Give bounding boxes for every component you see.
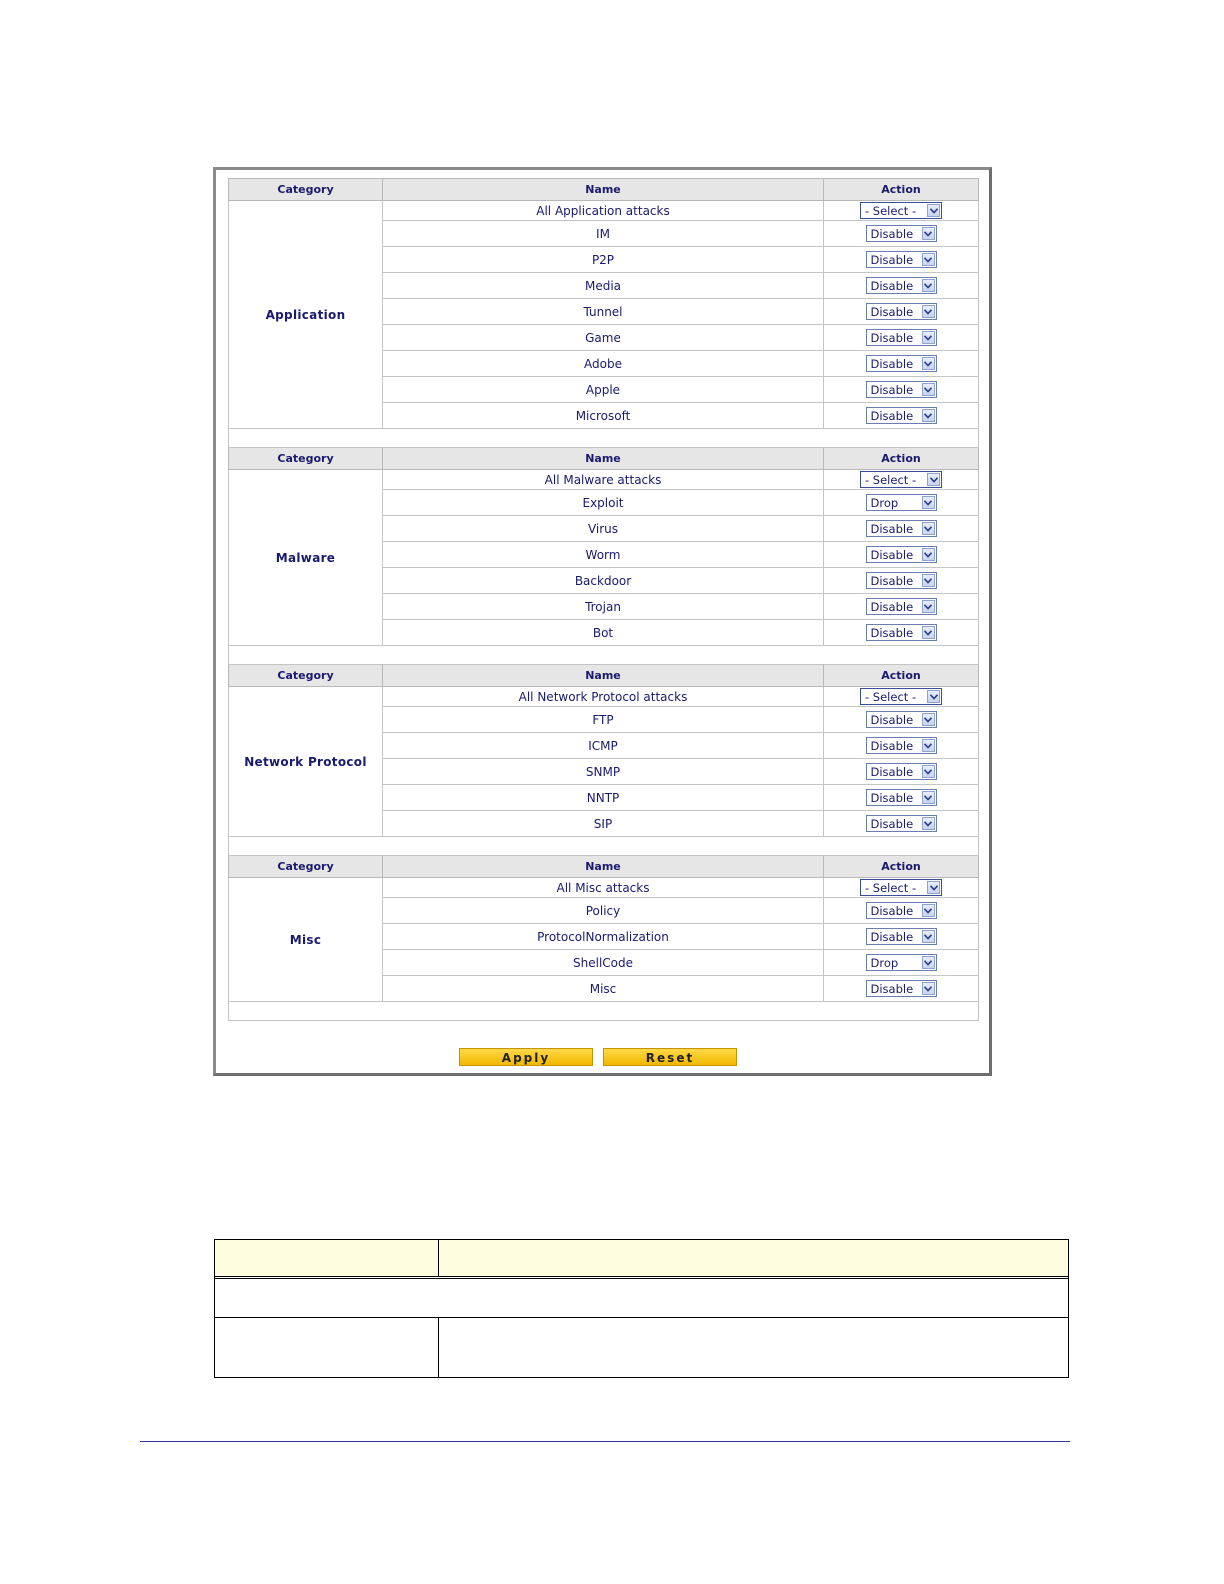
attack-name: Backdoor — [383, 568, 824, 594]
attack-name: Microsoft — [383, 403, 824, 429]
action-select[interactable] — [866, 711, 937, 728]
section-spacer-cell — [229, 837, 979, 856]
action-select-value: - Select - — [865, 472, 917, 487]
action-select[interactable] — [866, 763, 937, 780]
section-spacer — [229, 1002, 979, 1021]
chevron-down-icon[interactable] — [922, 982, 935, 995]
chevron-down-icon[interactable] — [927, 204, 940, 217]
attack-name: SNMP — [383, 759, 824, 785]
attack-name: Tunnel — [383, 299, 824, 325]
attack-name: ProtocolNormalization — [383, 924, 824, 950]
footer-rule — [140, 1441, 1070, 1442]
chevron-down-icon[interactable] — [922, 765, 935, 778]
attack-name: ShellCode — [383, 950, 824, 976]
category-label: Application — [229, 201, 383, 429]
action-select[interactable] — [866, 928, 937, 945]
bulk-action-select[interactable] — [860, 471, 942, 488]
action-select-value: Disable — [870, 625, 914, 640]
bulk-action-select[interactable] — [860, 688, 942, 705]
chevron-down-icon[interactable] — [927, 881, 940, 894]
chevron-down-icon[interactable] — [922, 548, 935, 561]
action-select[interactable] — [866, 277, 937, 294]
chevron-down-icon[interactable] — [922, 574, 935, 587]
column-header-category: Category — [229, 665, 383, 687]
action-select[interactable] — [866, 520, 937, 537]
chevron-down-icon[interactable] — [922, 305, 935, 318]
section-spacer — [229, 429, 979, 448]
attack-name: Bot — [383, 620, 824, 646]
action-select-value: Disable — [870, 382, 914, 397]
chevron-down-icon[interactable] — [922, 713, 935, 726]
column-header-category: Category — [229, 856, 383, 878]
column-header-action: Action — [824, 448, 979, 470]
description-table — [214, 1239, 1069, 1378]
action-select-value: Disable — [870, 547, 914, 562]
description-table-header-right — [439, 1240, 1069, 1277]
action-select[interactable] — [866, 546, 937, 563]
section-spacer — [229, 837, 979, 856]
action-cell — [824, 733, 979, 759]
action-cell — [824, 811, 979, 837]
action-select[interactable] — [866, 572, 937, 589]
table-row — [229, 878, 979, 898]
attack-name: Adobe — [383, 351, 824, 377]
column-header-name: Name — [383, 856, 824, 878]
action-select[interactable] — [866, 251, 937, 268]
action-select[interactable] — [866, 381, 937, 398]
section-spacer-cell — [229, 429, 979, 448]
column-header-action: Action — [824, 665, 979, 687]
action-cell — [824, 594, 979, 620]
attack-name: IM — [383, 221, 824, 247]
category-label: Malware — [229, 470, 383, 646]
chevron-down-icon[interactable] — [922, 496, 935, 509]
attack-name: FTP — [383, 707, 824, 733]
table-row — [229, 470, 979, 490]
column-header-name: Name — [383, 179, 824, 201]
action-cell — [824, 687, 979, 707]
action-select[interactable] — [866, 329, 937, 346]
attack-name: All Application attacks — [383, 201, 824, 221]
section-spacer-cell — [229, 646, 979, 665]
chevron-down-icon[interactable] — [922, 253, 935, 266]
action-select[interactable] — [866, 407, 937, 424]
action-cell — [824, 470, 979, 490]
action-cell — [824, 325, 979, 351]
header-row — [229, 856, 979, 878]
action-cell — [824, 568, 979, 594]
attack-name: Trojan — [383, 594, 824, 620]
action-cell — [824, 976, 979, 1002]
reset-button[interactable]: Reset — [603, 1048, 737, 1066]
action-select-value: Disable — [870, 521, 914, 536]
action-select-value: - Select - — [865, 203, 917, 218]
action-cell — [824, 542, 979, 568]
action-select-value: - Select - — [865, 689, 917, 704]
chevron-down-icon[interactable] — [922, 331, 935, 344]
action-cell — [824, 878, 979, 898]
chevron-down-icon[interactable] — [922, 626, 935, 639]
action-cell — [824, 490, 979, 516]
attack-name: Game — [383, 325, 824, 351]
action-select[interactable] — [866, 225, 937, 242]
action-select-value: Disable — [870, 929, 914, 944]
table-row — [229, 201, 979, 221]
attack-name: Misc — [383, 976, 824, 1002]
attack-name: All Malware attacks — [383, 470, 824, 490]
attack-name: All Misc attacks — [383, 878, 824, 898]
column-header-action: Action — [824, 856, 979, 878]
action-cell — [824, 403, 979, 429]
action-select-value: Disable — [870, 790, 914, 805]
action-select[interactable] — [866, 815, 937, 832]
action-select-value: Drop — [870, 955, 899, 970]
action-cell — [824, 351, 979, 377]
action-select-value: Disable — [870, 738, 914, 753]
header-row — [229, 448, 979, 470]
apply-button[interactable]: Apply — [459, 1048, 593, 1066]
action-select-value: Disable — [870, 278, 914, 293]
action-select-value: Disable — [870, 573, 914, 588]
attack-name: All Network Protocol attacks — [383, 687, 824, 707]
column-header-action: Action — [824, 179, 979, 201]
action-cell — [824, 299, 979, 325]
action-cell — [824, 759, 979, 785]
action-cell — [824, 898, 979, 924]
attack-name: NNTP — [383, 785, 824, 811]
chevron-down-icon[interactable] — [927, 690, 940, 703]
action-cell — [824, 950, 979, 976]
action-select[interactable] — [866, 624, 937, 641]
action-cell — [824, 201, 979, 221]
ips-category-table — [228, 178, 979, 1021]
action-cell — [824, 620, 979, 646]
column-header-name: Name — [383, 665, 824, 687]
action-select-value: Disable — [870, 304, 914, 319]
attack-name: Worm — [383, 542, 824, 568]
action-select[interactable] — [866, 598, 937, 615]
action-select[interactable] — [866, 355, 937, 372]
action-cell — [824, 924, 979, 950]
chevron-down-icon[interactable] — [922, 930, 935, 943]
chevron-down-icon[interactable] — [922, 409, 935, 422]
action-select[interactable] — [866, 737, 937, 754]
bulk-action-select[interactable] — [860, 202, 942, 219]
ips-screenshot — [213, 167, 992, 1076]
description-table-header-left — [215, 1240, 439, 1277]
action-select-value: Disable — [870, 764, 914, 779]
chevron-down-icon[interactable] — [927, 473, 940, 486]
chevron-down-icon[interactable] — [922, 357, 935, 370]
chevron-down-icon[interactable] — [922, 227, 935, 240]
action-select-value: Disable — [870, 816, 914, 831]
action-cell — [824, 221, 979, 247]
header-row — [229, 179, 979, 201]
action-select[interactable] — [866, 980, 937, 997]
column-header-category: Category — [229, 448, 383, 470]
action-cell — [824, 707, 979, 733]
action-select-value: Disable — [870, 712, 914, 727]
section-spacer-cell — [229, 1002, 979, 1021]
action-select[interactable] — [866, 494, 937, 511]
action-select-value: Disable — [870, 408, 914, 423]
action-select-value: Disable — [870, 252, 914, 267]
action-cell — [824, 516, 979, 542]
action-cell — [824, 247, 979, 273]
chevron-down-icon[interactable] — [922, 817, 935, 830]
action-select-value: - Select - — [865, 880, 917, 895]
chevron-down-icon[interactable] — [922, 791, 935, 804]
action-select-value: Disable — [870, 599, 914, 614]
column-header-name: Name — [383, 448, 824, 470]
action-cell — [824, 273, 979, 299]
chevron-down-icon[interactable] — [922, 600, 935, 613]
attack-name: Virus — [383, 516, 824, 542]
attack-name: Apple — [383, 377, 824, 403]
attack-name: P2P — [383, 247, 824, 273]
action-select[interactable] — [866, 954, 937, 971]
attack-name: Media — [383, 273, 824, 299]
action-cell — [824, 377, 979, 403]
chevron-down-icon[interactable] — [922, 522, 935, 535]
action-select[interactable] — [866, 902, 937, 919]
bulk-action-select[interactable] — [860, 879, 942, 896]
chevron-down-icon[interactable] — [922, 904, 935, 917]
ips-policy-panel — [228, 178, 978, 1065]
attack-name: ICMP — [383, 733, 824, 759]
action-select[interactable] — [866, 303, 937, 320]
chevron-down-icon[interactable] — [922, 956, 935, 969]
category-label: Network Protocol — [229, 687, 383, 837]
table-row — [229, 687, 979, 707]
header-row — [229, 665, 979, 687]
action-select-value: Disable — [870, 356, 914, 371]
action-select-value: Drop — [870, 495, 899, 510]
chevron-down-icon[interactable] — [922, 739, 935, 752]
action-select-value: Disable — [870, 330, 914, 345]
action-select-value: Disable — [870, 981, 914, 996]
column-header-category: Category — [229, 179, 383, 201]
chevron-down-icon[interactable] — [922, 279, 935, 292]
chevron-down-icon[interactable] — [922, 383, 935, 396]
action-select-value: Disable — [870, 903, 914, 918]
attack-name: SIP — [383, 811, 824, 837]
attack-name: Policy — [383, 898, 824, 924]
action-select-value: Disable — [870, 226, 914, 241]
action-select[interactable] — [866, 789, 937, 806]
action-cell — [824, 785, 979, 811]
description-table-cell-left — [215, 1318, 439, 1378]
button-bar — [228, 1048, 978, 1068]
category-label: Misc — [229, 878, 383, 1002]
description-table-section-row — [215, 1279, 1069, 1318]
description-table-cell-right — [439, 1318, 1069, 1378]
attack-name: Exploit — [383, 490, 824, 516]
section-spacer — [229, 646, 979, 665]
